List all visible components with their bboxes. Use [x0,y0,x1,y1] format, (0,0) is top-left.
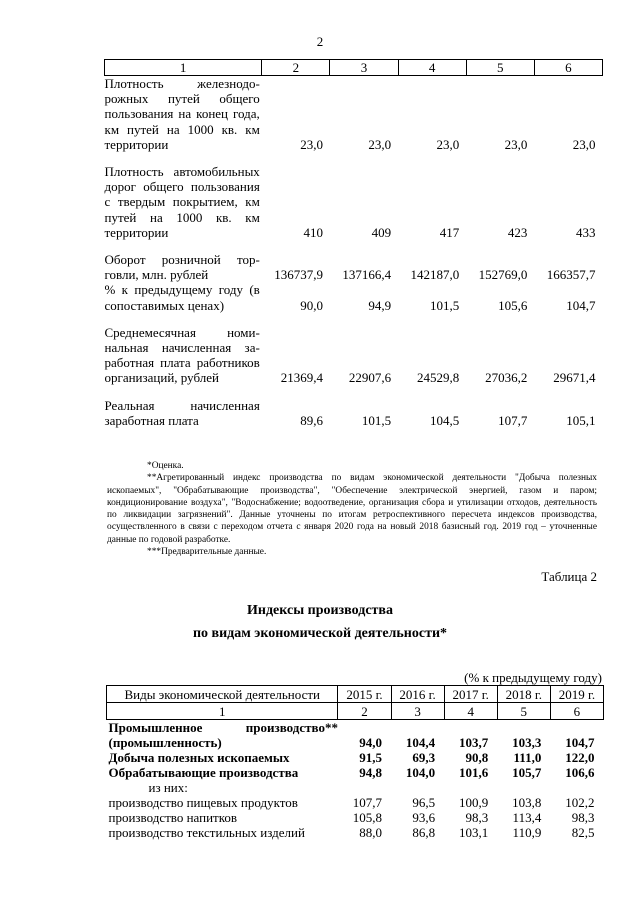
cell-value: 94,0 [359,735,383,750]
column-number: 4 [444,703,497,720]
cell-value: 88,0 [359,825,383,840]
table-header-row [105,60,603,76]
cell-value: 136737,9 [274,267,323,283]
column-number: 6 [550,703,603,720]
cell-value: 100,9 [458,795,489,810]
cell-value: 23,0 [368,136,392,152]
footnote-preliminary: ***Предварительные данные. [147,547,267,558]
unit-note: (% к предыдущему году) [464,670,602,685]
cell-value: 103,7 [458,735,489,750]
column-number: 1 [105,60,262,76]
footnote-estimate: *Оценка. [147,461,184,471]
row-label: Среднемесячная номинальная начисленная заработная плата работников организаций, рублей [104,324,260,386]
table-row [105,164,603,240]
table-row [107,720,604,736]
cell-value: 93,6 [412,810,436,825]
indicators-table [104,59,603,428]
row-label: Обрабатывающие производства [108,765,299,780]
table-title-line2: по видам экономической деятельности* [192,626,448,641]
row-label: производство пищевых продуктов [108,795,298,810]
cell-value: 104,7 [566,297,596,313]
column-number-row [107,703,604,720]
table-number-label: Таблица 2 [541,569,597,584]
cell-value: 86,8 [412,825,436,840]
row-label: Плотность автомобильных дорог общего пользования с твердым покрытием, км путей на 1000 кв. км территории [104,164,260,240]
cell-value: 101,5 [429,297,460,313]
cell-value: 105,8 [352,810,383,825]
table-row [105,282,603,312]
row-label: Реальная начисленная заработная плата [104,397,260,428]
table-row [107,810,604,825]
cell-value: 90,0 [300,297,323,313]
row-label: Добыча полезных ископаемых [108,750,290,765]
cell-value: 91,5 [359,750,383,765]
column-number: 3 [330,60,398,76]
column-header: 2015 г. [338,686,391,703]
cell-value: 89,6 [300,412,323,428]
cell-value: 23,0 [300,136,323,152]
row-label: Оборот розничной торговли, млн. рублей [104,252,260,283]
table-row [105,325,603,386]
column-number: 6 [534,60,602,76]
table-title-line1: Индексы производства [247,603,393,618]
cell-value: 122,0 [565,750,595,765]
cell-value: 101,5 [361,412,392,428]
cell-value: 27036,2 [485,370,528,386]
cell-value: 22907,6 [348,370,392,386]
cell-value: 106,6 [565,765,595,780]
table-row [105,252,603,282]
table-row [107,825,604,840]
cell-value: 98,3 [571,810,595,825]
cell-value: 102,2 [565,795,595,810]
cell-value: 104,0 [405,765,436,780]
cell-value: 152769,0 [478,267,528,283]
table-header-row [107,686,604,703]
column-header: 2016 г. [391,686,444,703]
cell-value: 23,0 [436,136,460,152]
cell-value: 94,9 [368,297,392,313]
row-label: из них: [148,780,188,795]
cell-value: 107,7 [498,412,528,428]
cell-value: 137166,4 [342,267,392,283]
row-label: % к предыдущему году (в сопоставимых ценах) [104,282,260,313]
row-label: (промышленность) [108,735,222,750]
column-number: 5 [466,60,534,76]
cell-value: 98,3 [465,810,489,825]
cell-value: 113,4 [512,810,542,825]
row-label: Плотность железнодорожных путей общего пользования на конец года, км путей на 1000 кв. км территории [104,76,260,152]
cell-value: 423 [507,224,528,240]
table-row [107,765,604,780]
table-row [105,76,603,153]
cell-value: 142187,0 [410,267,460,283]
column-number: 1 [107,703,338,720]
footnote-aggregated-index: **Агретированный индекс производства по видам экономической деятельности "Добыча полезных ископаемых", "Обрабатывающие производства", "Обеспечение электрической энергией, газом и паром; кондиционирование воздуха", "Водоснабжение; водоотведение, организация сбора и утилизации отходов, деятельность по ликвидации загрязнений". Данные уточнены по итогам ретроспективного пересчета индексов производства, осуществленного в связи с переходом отчета с января 2020 года на новый 2018 базисный год. 2019 год – уточненные данные по годовой разработке. [107,473,597,545]
cell-value: 21369,4 [280,370,323,386]
page-number: 2 [316,34,324,49]
cell-value: 29671,4 [553,370,596,386]
cell-value: 104,5 [429,412,460,428]
cell-value: 103,1 [458,825,489,840]
row-label: Промышленное производство** [108,720,338,735]
table-row [105,398,603,428]
table-row [107,735,604,750]
cell-value: 433 [576,224,596,240]
cell-value: 409 [371,224,392,240]
cell-value: 166357,7 [546,267,596,283]
cell-value: 105,6 [498,297,528,313]
column-number: 4 [398,60,466,76]
cell-value: 23,0 [504,136,528,152]
cell-value: 111,0 [513,750,542,765]
cell-value: 24529,8 [416,370,460,386]
production-index-table [106,685,604,840]
column-header: 2019 г. [550,686,603,703]
column-header: 2017 г. [444,686,497,703]
cell-value: 410 [303,224,323,240]
cell-value: 104,4 [405,735,436,750]
cell-value: 107,7 [352,795,383,810]
table-row [107,780,604,795]
column-header: 2018 г. [497,686,550,703]
column-number: 2 [338,703,391,720]
cell-value: 105,1 [566,412,596,428]
column-number: 5 [497,703,550,720]
column-number: 2 [262,60,330,76]
column-header: Виды экономической деятельности [107,686,338,703]
cell-value: 104,7 [565,735,595,750]
cell-value: 105,7 [512,765,542,780]
footnotes [107,460,597,558]
cell-value: 101,6 [458,765,489,780]
cell-value: 82,5 [571,825,595,840]
row-label: производство напитков [108,810,238,825]
table-row [107,750,604,765]
table-row [107,795,604,810]
cell-value: 90,8 [465,750,489,765]
column-number: 3 [391,703,444,720]
cell-value: 23,0 [572,136,596,152]
cell-value: 96,5 [412,795,436,810]
row-label: производство текстильных изделий [108,825,305,840]
cell-value: 94,8 [359,765,383,780]
cell-value: 103,3 [512,735,542,750]
cell-value: 103,8 [512,795,542,810]
cell-value: 417 [439,224,460,240]
cell-value: 110,9 [512,825,542,840]
cell-value: 69,3 [412,750,436,765]
